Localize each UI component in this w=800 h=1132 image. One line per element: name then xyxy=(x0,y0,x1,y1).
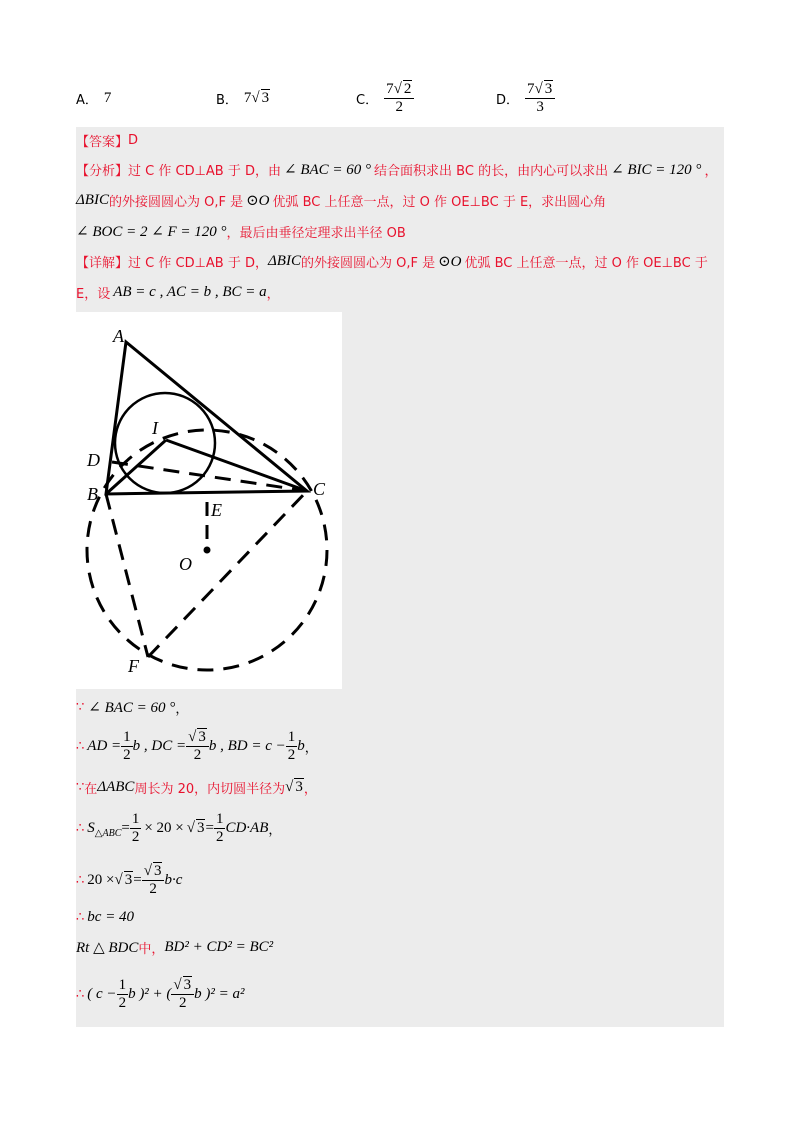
frac-den: 2 xyxy=(193,746,202,763)
geometry-figure xyxy=(76,312,342,689)
option-c-label: C． xyxy=(356,92,379,108)
step-1 xyxy=(76,695,188,719)
segment-bf xyxy=(106,494,148,657)
step-2-frac-1 xyxy=(121,730,133,763)
step-4-end: CD·AB xyxy=(225,819,269,836)
therefore-symbol: ∴ xyxy=(76,738,85,754)
option-c-fraction: $\frac{7√ 2}{2}$ xyxy=(384,82,414,115)
option-a-value: 7 xyxy=(103,89,112,106)
option-b-value: 7√ 3 xyxy=(243,89,270,106)
option-d-fraction: $\frac{7√ 3}{3}$ xyxy=(525,82,555,115)
step-5: ∴ 20 × √ 3 = $\frac{√ 3}{2}$ b·c xyxy=(76,862,183,897)
frac-num: 1 xyxy=(123,728,131,745)
center-o-dot xyxy=(204,547,211,554)
detail-text-1a: 过 C 作 CD⊥AB 于 D， xyxy=(128,255,268,271)
segment-ic xyxy=(166,440,307,491)
incircle-i xyxy=(115,393,215,493)
step-2-frac-2: $\frac{√ 3}{2}$ xyxy=(186,730,209,763)
frac-den: 2 xyxy=(131,828,140,845)
option-d-num-coef: 7 xyxy=(527,80,535,97)
analysis-text-3a: ，最后由垂径定理求出半径 OB xyxy=(226,225,406,241)
frac-den: 2 xyxy=(118,994,127,1011)
segment-fc xyxy=(148,491,307,657)
option-b-coef: 7 xyxy=(243,89,252,106)
option-c-num-coef: 7 xyxy=(386,80,394,97)
option-c-num-rad: 2 xyxy=(403,80,412,97)
therefore-symbol: ∴ xyxy=(76,986,85,1002)
step-8 xyxy=(76,972,245,1016)
answer-tag: 【答案】 xyxy=(76,134,129,150)
step-2-c: b , BD = c − xyxy=(208,737,286,754)
step-4-frac-2 xyxy=(214,812,226,845)
step-3-a: 在 xyxy=(84,781,98,797)
therefore-symbol: ∴ xyxy=(76,872,85,888)
frac-num: 1 xyxy=(118,976,127,993)
label-c: C xyxy=(313,479,326,499)
step-3-b: 周长为 20，内切圆半径为 xyxy=(134,781,286,797)
analysis-line-2 xyxy=(76,188,606,212)
step-7-expr: BD² + CD² = BC² xyxy=(164,938,274,955)
analysis-line-3 xyxy=(76,219,406,243)
step-3: ∵ 在 ΔABC 周长为 20，内切圆半径为 √ 3 ， xyxy=(76,778,317,797)
option-d-num-rad: 3 xyxy=(544,80,553,97)
answer-line xyxy=(76,129,138,151)
step-8-a: ( c − xyxy=(87,985,117,1002)
step-1-expr: ∠ BAC = 60 ° xyxy=(88,699,176,716)
step-8-b: b )² + ( xyxy=(128,985,172,1002)
step-4-eq2: = xyxy=(205,819,214,836)
step-4-eq: = xyxy=(121,819,130,836)
analysis-math-angle-boc: ∠ BOC = 2 ∠ F = 120 ° xyxy=(76,223,227,240)
frac-den: 2 xyxy=(179,994,187,1011)
detail-math-triangle-bic: ΔBIC xyxy=(268,252,301,269)
step-5-radicand: 3 xyxy=(124,871,133,888)
option-b-label: B． xyxy=(216,92,238,108)
label-f: F xyxy=(128,656,139,676)
label-o: O xyxy=(179,554,192,574)
step-2-b: b , DC = xyxy=(132,737,187,754)
frac-den: 2 xyxy=(215,828,224,845)
solution-panel xyxy=(76,127,724,1027)
analysis-tag: 【分析】 xyxy=(76,163,129,179)
analysis-math-circle-o: ⊙O xyxy=(246,192,270,209)
step-3-triangle: ΔABC xyxy=(97,778,135,795)
label-e: E xyxy=(211,500,222,520)
step-4-frac-1 xyxy=(130,812,142,845)
detail-text-1c: 优弧 BC 上任意一点，过 O 作 OE⊥BC 于 xyxy=(464,255,708,271)
step-1-tail: ， xyxy=(175,701,189,717)
label-d: D xyxy=(87,450,100,470)
detail-line-1 xyxy=(76,249,708,273)
option-b xyxy=(216,78,270,118)
step-8-c: b )² = a² xyxy=(194,985,245,1002)
frac-den: 2 xyxy=(149,880,157,897)
step-7 xyxy=(76,934,273,960)
detail-math-sides: AB = c , AC = b , BC = a xyxy=(113,283,267,300)
analysis-math-triangle-bic: ΔBIC xyxy=(76,191,109,208)
frac-radicand: 3 xyxy=(153,862,162,879)
option-d xyxy=(496,78,555,118)
detail-text-2b: ， xyxy=(266,286,280,302)
detail-line-2 xyxy=(76,280,280,304)
answer-value: D xyxy=(128,132,139,148)
therefore-symbol: ∴ xyxy=(76,820,85,836)
frac-num: 1 xyxy=(287,728,296,745)
step-6-expr: bc = 40 xyxy=(87,908,135,925)
step-5-a: 20 × xyxy=(87,871,115,888)
analysis-text-1a: 过 C 作 CD⊥AB 于 D，由 xyxy=(128,163,281,179)
detail-text-1b: 的外接圆圆心为 O,F 是 xyxy=(300,255,436,271)
detail-text-2a: E，设 xyxy=(76,286,111,302)
step-5-eq: = xyxy=(133,871,142,888)
option-a-label: A． xyxy=(76,92,98,108)
option-d-den: 3 xyxy=(536,98,544,115)
step-8-frac-2: $\frac{√ 3}{2}$ xyxy=(171,978,194,1011)
step-8-frac-1 xyxy=(117,978,129,1011)
step-3-tail: ， xyxy=(303,781,317,797)
analysis-text-1b: 结合面积求出 BC 的长，由内心可以求出 xyxy=(374,163,609,179)
label-a: A xyxy=(113,326,124,346)
analysis-text-1c: ， xyxy=(704,163,718,179)
step-2-frac-3 xyxy=(286,730,298,763)
step-4-mid: × 20 × xyxy=(144,819,184,836)
analysis-text-2b: 优弧 BC 上任意一点，过 O 作 OE⊥BC 于 E，求出圆心角 xyxy=(272,194,607,210)
answer-options xyxy=(76,78,726,122)
step-4-area-subscript: △ABC xyxy=(94,827,122,839)
analysis-math-angle-bac: ∠ BAC = 60 ° xyxy=(284,161,372,178)
option-c xyxy=(356,78,414,118)
step-2 xyxy=(76,725,318,767)
because-symbol: ∵ xyxy=(76,779,85,795)
option-b-radicand: 3 xyxy=(261,89,270,106)
step-7-a: Rt △ BDC xyxy=(76,939,139,956)
option-c-den: 2 xyxy=(395,98,403,115)
step-5-end: b·c xyxy=(164,871,183,888)
analysis-text-2a: 的外接圆圆心为 O,F 是 xyxy=(108,194,244,210)
frac-num: 1 xyxy=(215,810,224,827)
label-b: B xyxy=(87,484,98,504)
step-7-b: 中， xyxy=(138,941,165,957)
analysis-line-1 xyxy=(76,157,717,181)
label-i: I xyxy=(152,418,158,438)
frac-num: 1 xyxy=(131,810,140,827)
geometry-diagram xyxy=(76,312,342,689)
option-d-label: D． xyxy=(496,92,520,108)
step-2-a: AD = xyxy=(87,737,122,754)
frac-den: 2 xyxy=(287,746,296,763)
frac-radicand: 3 xyxy=(183,976,192,993)
because-symbol: ∵ xyxy=(76,699,85,715)
step-6 xyxy=(76,905,134,929)
step-4-tail: ， xyxy=(268,822,282,838)
therefore-symbol: ∴ xyxy=(76,909,85,925)
detail-tag: 【详解】 xyxy=(76,255,129,271)
detail-math-circle-o: ⊙O xyxy=(438,253,462,270)
analysis-math-angle-bic: ∠ BIC = 120 ° xyxy=(611,161,702,178)
option-a xyxy=(76,78,111,118)
step-4-area-symbol: S xyxy=(87,819,95,836)
step-5-frac: $\frac{√ 3}{2}$ xyxy=(142,864,165,897)
step-4: ∴ S △ABC = $\frac{1}{2}$ × 20 × √ 3 = $\frac{1}{2}$ CD·AB ， xyxy=(76,810,282,845)
frac-radicand: 3 xyxy=(198,728,206,745)
step-3-radicand: 3 xyxy=(295,778,303,795)
step-2-tail: ， xyxy=(304,740,318,756)
step-4-radicand: 3 xyxy=(196,819,205,836)
frac-den: 2 xyxy=(123,746,131,763)
step-2-d: b xyxy=(297,737,305,754)
